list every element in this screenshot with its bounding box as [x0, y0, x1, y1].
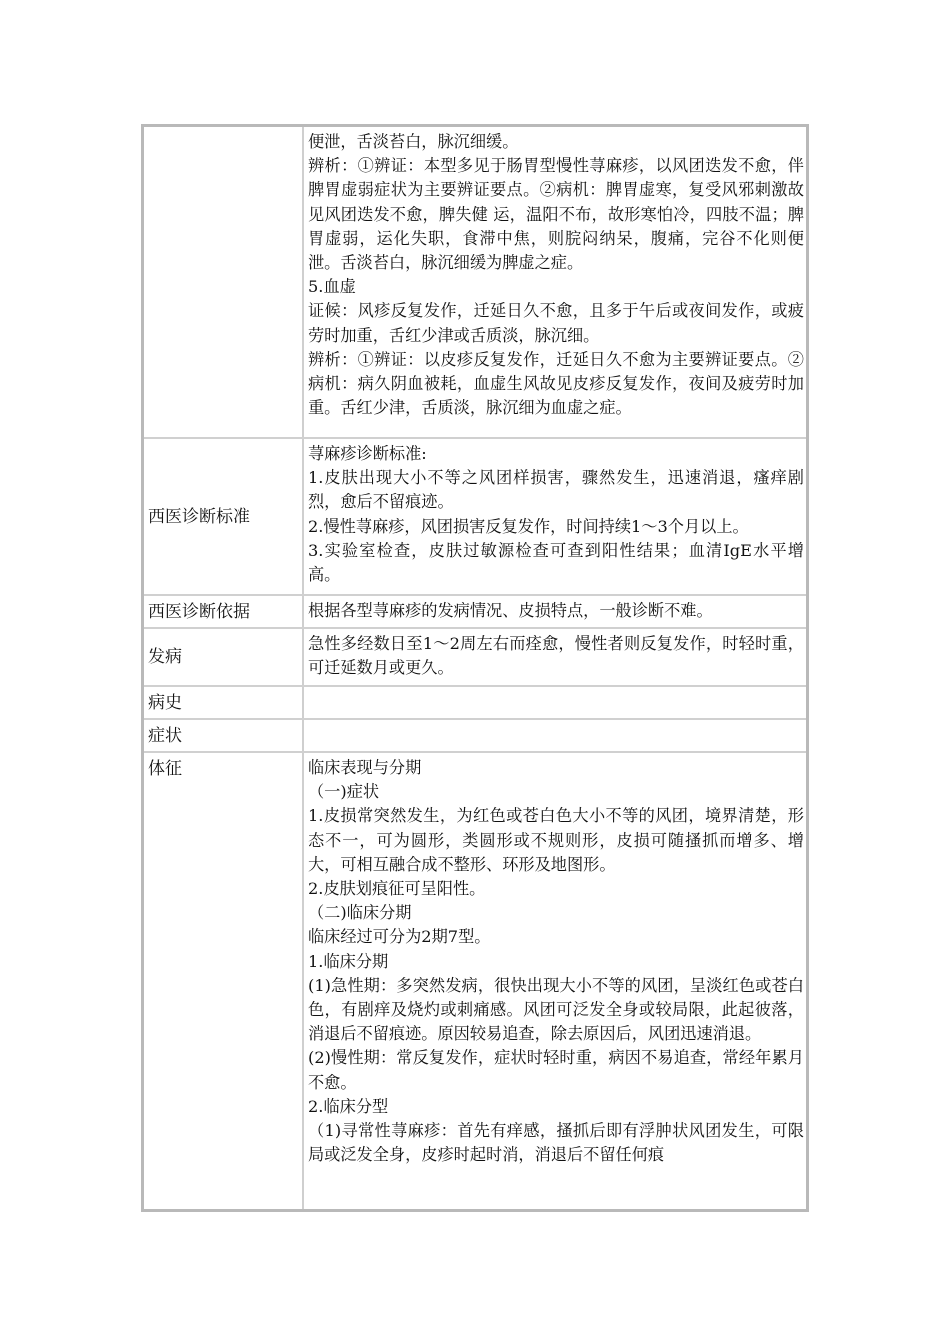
content-line: 证候：风疹反复发作，迁延日久不愈，且多于午后或夜间发作，或疲劳时加重，舌红少津或舌质淡，脉沉细。	[308, 301, 804, 345]
content-line: 根据各型荨麻疹的发病情况、皮损特点，一般诊断不难。	[308, 601, 713, 620]
row-label: 发病	[144, 629, 304, 685]
row-label	[144, 127, 304, 437]
content-line: 辨析：①辨证：本型多见于肠胃型慢性荨麻疹，以风团迭发不愈，伴脾胃虚弱症状为主要辨证要点。②病机：脾胃虚寒，复受风邪刺激故见风团迭发不愈，脾失健 运，温阳不布，故形寒怕冷，四肢不温；脾胃虚弱，运化失职，食滞中焦，则脘闷纳呆，腹痛，完谷不化则便泄。舌淡苔白，脉沉细缓为脾虚之症。	[308, 156, 804, 273]
table-row	[144, 753, 806, 1209]
content-line: 辨析：①辨证：以皮疹反复发作，迁延日久不愈为主要辨证要点。②病机：病久阴血被耗，血虚生风故见皮疹反复发作，夜间及疲劳时加重。舌红少津，舌质淡，脉沉细为血虚之症。	[308, 349, 804, 418]
row-content	[304, 629, 806, 685]
content-line: (1)急性期：多突然发病，很快出现大小不等的风团，呈淡红色或苍白色，有剧痒及烧灼或刺痛感。风团可泛发全身或较局限，此起彼落，消退后不留痕迹。原因较易追查，除去原因后，风团迅速消退。	[308, 975, 804, 1044]
content-line: 2.皮肤划痕征可呈阳性。	[308, 879, 486, 899]
row-content	[304, 596, 806, 627]
row-label: 症状	[144, 720, 304, 751]
content-line: 临床经过可分为2期7型。	[308, 927, 491, 947]
row-content	[304, 753, 806, 1209]
row-label: 西医诊断标准	[144, 439, 304, 594]
table-row	[144, 596, 806, 629]
row-content	[304, 127, 806, 437]
content-line: 1.皮损常突然发生，为红色或苍白色大小不等的风团，境界清楚，形态不一，可为圆形，类圆形或不规则形，皮损可随搔抓而增多、增大，可相互融合成不整形、环形及地图形。	[308, 806, 804, 874]
content-line: 临床表现与分期	[308, 758, 422, 777]
content-line: 2.临床分型	[308, 1096, 389, 1116]
row-label: 西医诊断依据	[144, 596, 304, 627]
table-row	[144, 629, 806, 687]
content-line: （一)症状	[308, 782, 380, 802]
content-line: (2)慢性期：常反复发作，症状时轻时重，病因不易追查，常经年累月不愈。	[308, 1048, 804, 1092]
row-label: 体征	[144, 753, 304, 1209]
row-content	[304, 439, 806, 594]
content-line: 5.血虚	[308, 277, 356, 297]
table-row	[144, 127, 806, 439]
content-line: （二)临床分期	[308, 903, 412, 923]
row-label: 病史	[144, 687, 304, 718]
content-line: 1.临床分期	[308, 951, 389, 971]
table-row	[144, 439, 806, 596]
content-line: 急性多经数日至1～2周左右而痊愈，慢性者则反复发作，时轻时重，可迁延数月或更久。	[308, 634, 804, 678]
row-content	[304, 720, 806, 751]
content-line: 2.慢性荨麻疹，风团损害反复发作，时间持续1～3个月以上。	[308, 516, 749, 536]
content-line: 便泄，舌淡苔白，脉沉细缓。	[308, 132, 519, 151]
content-line: 荨麻疹诊断标准:	[308, 444, 427, 463]
row-content	[304, 687, 806, 718]
table-row	[144, 687, 806, 720]
content-line: （1)寻常性荨麻疹：首先有痒感，搔抓后即有浮肿状风团发生，可限局或泛发全身，皮疹时起时消，消退后不留任何痕	[308, 1121, 804, 1165]
table-row	[144, 720, 806, 753]
diagnosis-table	[141, 124, 809, 1212]
content-line: 1.皮肤出现大小不等之风团样损害，骤然发生，迅速消退，瘙痒剧烈，愈后不留痕迹。	[308, 468, 804, 512]
content-line: 3.实验室检查，皮肤过敏源检查可查到阳性结果；血清IgE水平增高。	[308, 540, 804, 585]
